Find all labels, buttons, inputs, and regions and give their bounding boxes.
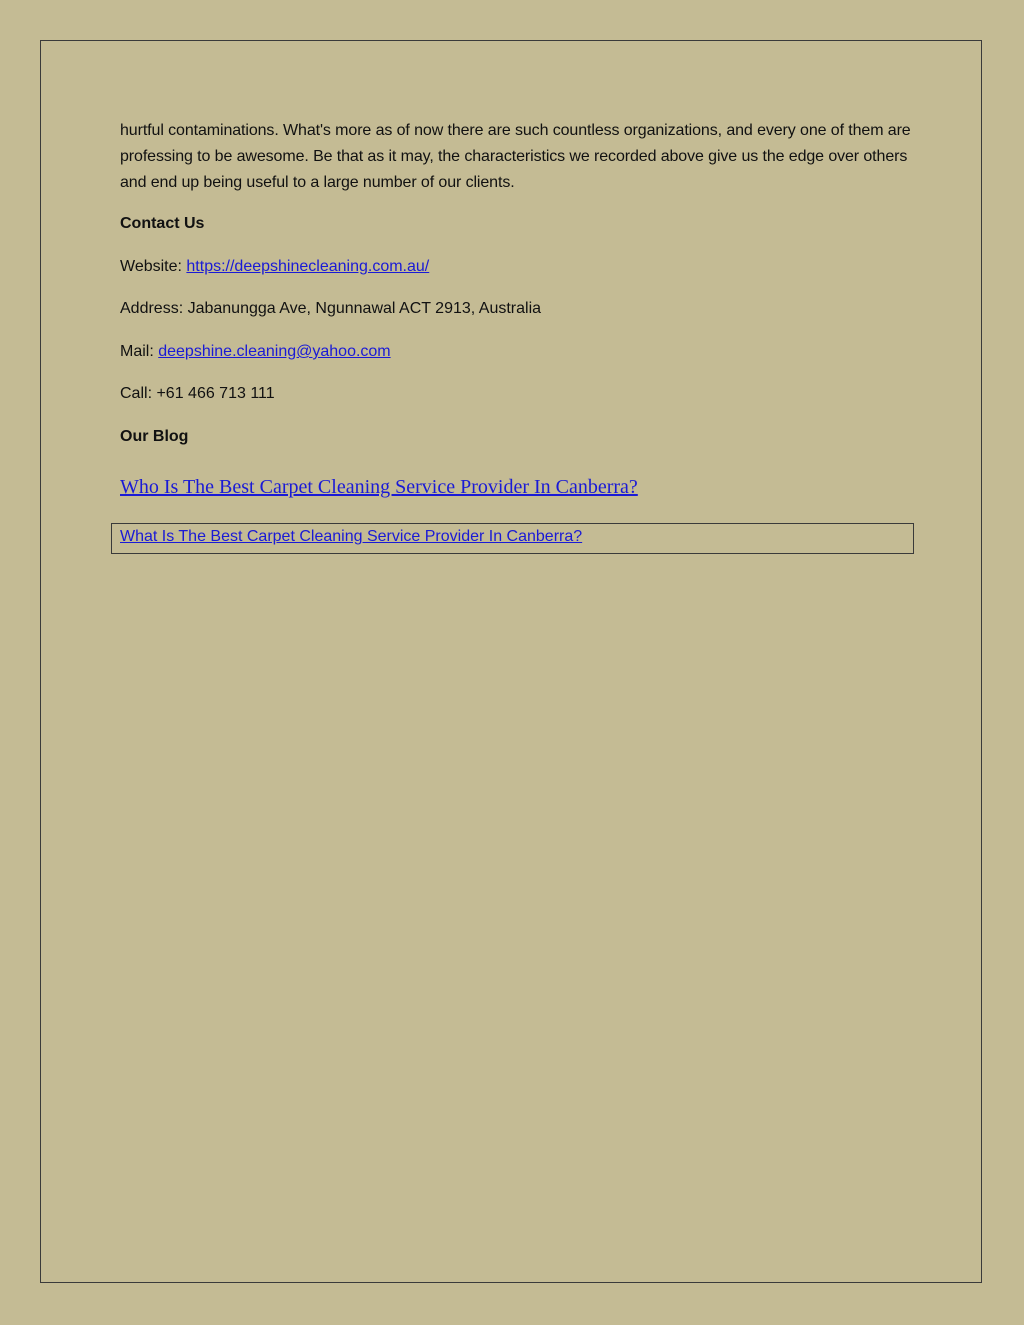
blog-heading: Our Blog (120, 428, 189, 445)
address-line: Address: Jabanungga Ave, Ngunnawal ACT 2913, Australia (120, 300, 542, 317)
website-link[interactable]: https://deepshinecleaning.com.au/ (186, 258, 430, 275)
boxed-blog-link[interactable]: What Is The Best Carpet Cleaning Service Provider In Canberra? (120, 528, 583, 545)
featured-blog-link[interactable]: Who Is The Best Carpet Cleaning Service Provider In Canberra? (120, 476, 638, 498)
mail-link[interactable]: deepshine.cleaning@yahoo.com (158, 343, 391, 360)
blog-link-box (111, 523, 914, 554)
intro-paragraph-container (120, 118, 920, 196)
intro-paragraph: hurtful contaminations. What's more as of now there are such countless organizations, and every one of them are professing to be awesome. Be that as it may, the characteristics we recorded above give us the edge over others and end up being useful to a large number of our clients. (120, 122, 911, 191)
website-label: Website: (120, 258, 187, 275)
website-line (120, 258, 429, 276)
call-line: Call: +61 466 713 111 (120, 385, 275, 402)
mail-label: Mail: (120, 343, 159, 360)
mail-line (120, 343, 391, 361)
contact-heading: Contact Us (120, 215, 205, 232)
